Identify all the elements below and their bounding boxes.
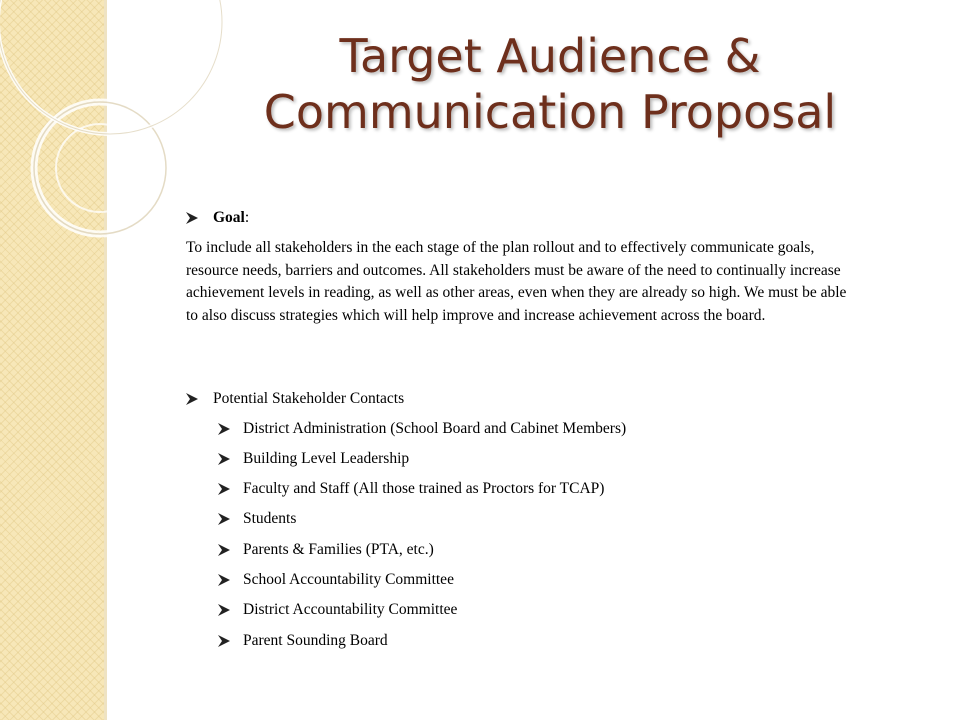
title-line-2: Communication Proposal xyxy=(263,85,837,139)
list-item xyxy=(218,600,457,620)
arrow-bullet-icon xyxy=(218,449,232,469)
decorative-sidebar xyxy=(0,0,105,720)
arrow-bullet-icon xyxy=(218,419,232,439)
list-item-label: School Accountability Committee xyxy=(243,571,454,588)
list-item-label: District Accountability Committee xyxy=(243,601,458,618)
list-item-label: Parent Sounding Board xyxy=(243,632,388,649)
arrow-bullet-icon xyxy=(218,600,232,620)
contacts-heading xyxy=(186,389,404,409)
list-item-label: District Administration (School Board and Cabinet Members) xyxy=(243,420,627,437)
list-item-label: Students xyxy=(243,510,297,527)
list-item xyxy=(218,540,434,560)
arrow-bullet-icon xyxy=(218,479,232,499)
list-item-label: Faculty and Staff (All those trained as Proctors for TCAP) xyxy=(243,480,605,497)
contacts-heading-label: Potential Stakeholder Contacts xyxy=(213,390,405,407)
sidebar-edge xyxy=(104,0,107,720)
list-item xyxy=(218,509,296,529)
list-item-label: Parents & Families (PTA, etc.) xyxy=(243,541,434,558)
list-item-label: Building Level Leadership xyxy=(243,450,410,467)
list-item xyxy=(218,570,454,590)
slide-title xyxy=(200,28,900,140)
title-line-1: Target Audience & xyxy=(339,29,761,83)
list-item xyxy=(218,631,388,651)
goal-label: Goal xyxy=(213,209,245,226)
arrow-bullet-icon xyxy=(186,389,200,409)
arrow-bullet-icon xyxy=(186,208,200,228)
arrow-bullet-icon xyxy=(218,540,232,560)
goal-heading xyxy=(186,208,249,228)
list-item xyxy=(218,419,626,439)
arrow-bullet-icon xyxy=(218,509,232,529)
goal-colon: : xyxy=(244,209,250,226)
list-item xyxy=(218,479,604,499)
arrow-bullet-icon xyxy=(218,631,232,651)
goal-text: To include all stakeholders in the each stage of the plan rollout and to effectively communicate goals, resource needs, barriers and outcomes. All stakeholders must be aware of the need to continually increase achievement levels in reading, as well as other areas, even when they are already so high. We must be able to also discuss strategies which will help improve and increase achievement across the board. xyxy=(186,239,847,324)
list-item xyxy=(218,449,409,469)
arrow-bullet-icon xyxy=(218,570,232,590)
